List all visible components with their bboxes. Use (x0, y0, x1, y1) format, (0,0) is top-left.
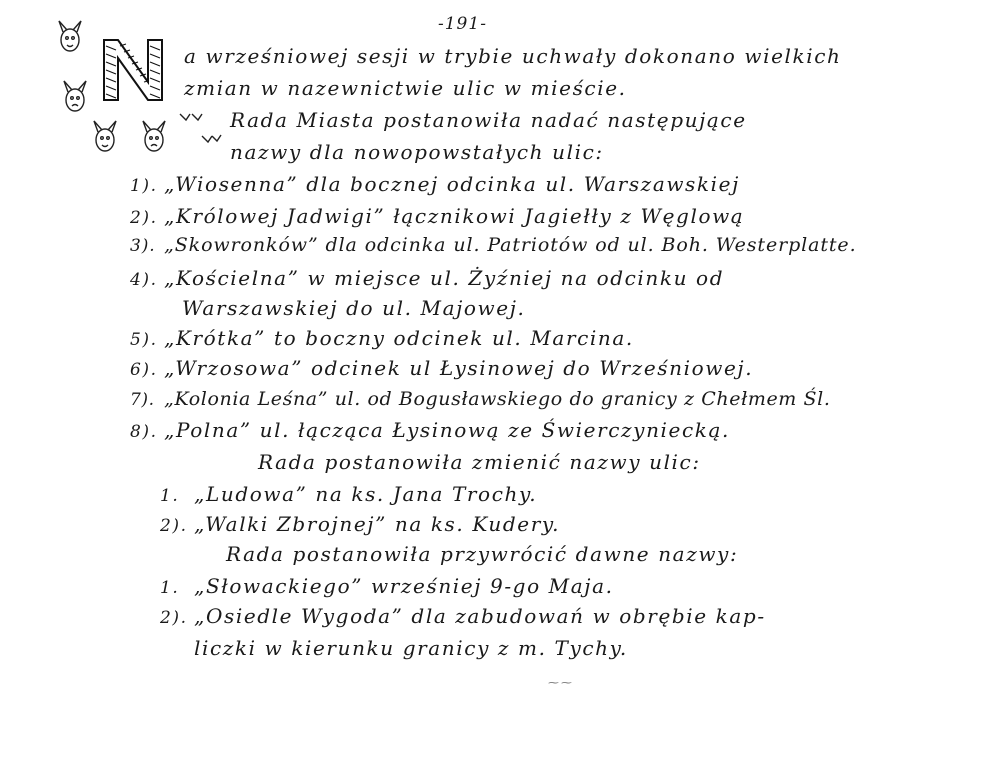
face-icon (59, 21, 81, 51)
list-item-number: 7). (130, 390, 155, 410)
list-item-text: „Krótka” to boczny odcinek ul. Marcina. (164, 326, 634, 350)
section3-heading: Rada postanowiła przywrócić dawne nazwy: (226, 542, 739, 566)
list-item-text: „Kolonia Leśna” ul. od Bogusławskiego do granicy z Chełmem Śl. (164, 388, 831, 410)
list-item-number: 1. (160, 578, 180, 598)
section1-heading-line-2: nazwy dla nowopowstałych ulic: (230, 140, 604, 164)
list-item (130, 388, 830, 410)
list-item (130, 234, 857, 256)
list-item (130, 418, 730, 442)
list-item-text: „Słowackiego” wrześniej 9-go Maja. (194, 574, 614, 598)
list-item-text: „Polna” ul. łącząca Łysinową ze Świerczyniecką. (164, 418, 730, 442)
list-item-number: 3). (130, 236, 156, 256)
list-item-number: 1). (130, 176, 158, 196)
face-icon (94, 121, 116, 151)
list-item-text: „Osiedle Wygoda” dla zabudowań w obrębie kap- (194, 604, 766, 628)
list-item (130, 204, 744, 228)
list-item-number: 6). (130, 360, 158, 380)
list-item (160, 574, 614, 598)
list-item-number: 2). (160, 516, 188, 536)
page-number: -191- (438, 14, 487, 34)
list-item-number: 8). (130, 422, 158, 442)
list-item-text: „Skowronków” dla odcinka ul. Patriotów od ul. Boh. Westerplatte. (164, 234, 857, 256)
list-item (160, 482, 537, 506)
list-item-text: „Kościelna” w miejsce ul. Żyźniej na odcinku od (164, 266, 725, 290)
list-item-text: „Walki Zbrojnej” na ks. Kudery. (194, 512, 561, 536)
list-item-number: 5). (130, 330, 158, 350)
list-item-number: 2). (130, 208, 158, 228)
section2-heading: Rada postanowiła zmienić nazwy ulic: (258, 450, 701, 474)
leaf-icon (180, 114, 202, 120)
list-item-continuation: Warszawskiej do ul. Majowej. (182, 296, 526, 320)
face-icon (64, 81, 86, 111)
list-item-continuation: liczki w kierunku granicy z m. Tychy. (194, 636, 628, 660)
intro-line-1: a wrześniowej sesji w trybie uchwały dokonano wielkich (184, 44, 842, 68)
list-item-text: „Wrzosowa” odcinek ul Łysinowej do Wrześniowej. (164, 356, 754, 380)
leaf-icon (202, 135, 221, 142)
list-item-number: 4). (130, 270, 158, 290)
list-item (130, 356, 753, 380)
section1-heading-line-1: Rada Miasta postanowiła nadać następujące (230, 108, 747, 132)
ornamental-initial-n (100, 38, 166, 102)
intro-line-2: zmian w nazewnictwie ulic w mieście. (184, 76, 627, 100)
list-item (160, 512, 560, 536)
face-icon (143, 121, 165, 151)
list-item-text: „Królowej Jadwigi” łącznikowi Jagiełły z Węglową (164, 204, 745, 228)
list-item (130, 266, 724, 290)
list-item (130, 326, 634, 350)
list-item-text: „Wiosenna” dla bocznej odcinka ul. Warszawskiej (164, 172, 740, 196)
list-item-number: 1. (160, 486, 180, 506)
list-item (160, 604, 766, 628)
list-item-text: „Ludowa” na ks. Jana Trochy. (194, 482, 538, 506)
end-flourish: ⁓⁓ (548, 676, 574, 689)
list-item-number: 2). (160, 608, 188, 628)
list-item (130, 172, 740, 196)
